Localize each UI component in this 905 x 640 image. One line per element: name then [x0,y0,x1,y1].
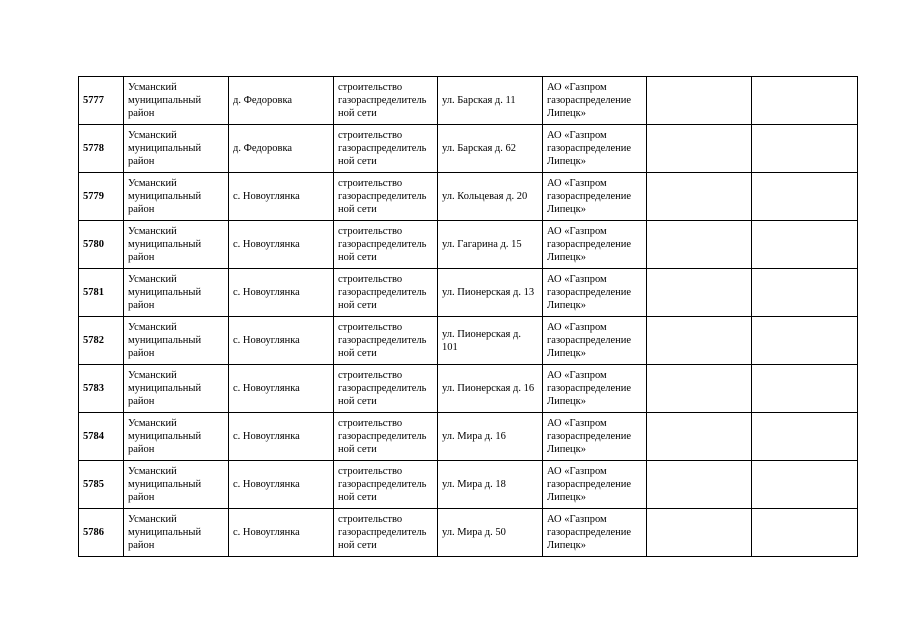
table-row [79,221,858,269]
cell-number: 5784 [79,413,124,461]
cell-settlement: д. Федоровка [229,125,334,173]
cell-number: 5782 [79,317,124,365]
table-row [79,317,858,365]
cell-work-type: строительство газораспределитель ной сети [334,413,438,461]
cell-organization: АО «Газпром газораспределение Липецк» [543,509,647,557]
cell-district: Усманский муниципальный район [124,173,229,221]
cell-empty [752,173,858,221]
cell-empty [752,125,858,173]
cell-district: Усманский муниципальный район [124,509,229,557]
cell-organization: АО «Газпром газораспределение Липецк» [543,365,647,413]
cell-work-type: строительство газораспределитель ной сети [334,221,438,269]
cell-empty [647,77,752,125]
cell-address: ул. Пионерская д. 16 [438,365,543,413]
cell-work-type: строительство газораспределитель ной сети [334,365,438,413]
cell-number: 5785 [79,461,124,509]
cell-empty [752,269,858,317]
cell-number: 5779 [79,173,124,221]
cell-organization: АО «Газпром газораспределение Липецк» [543,317,647,365]
cell-organization: АО «Газпром газораспределение Липецк» [543,269,647,317]
cell-settlement: с. Новоуглянка [229,173,334,221]
cell-number: 5783 [79,365,124,413]
cell-work-type: строительство газораспределитель ной сети [334,77,438,125]
cell-district: Усманский муниципальный район [124,413,229,461]
cell-organization: АО «Газпром газораспределение Липецк» [543,413,647,461]
cell-district: Усманский муниципальный район [124,269,229,317]
cell-work-type: строительство газораспределитель ной сети [334,317,438,365]
cell-empty [647,317,752,365]
cell-district: Усманский муниципальный район [124,365,229,413]
cell-district: Усманский муниципальный район [124,461,229,509]
cell-empty [752,413,858,461]
table-row [79,413,858,461]
cell-work-type: строительство газораспределитель ной сети [334,125,438,173]
cell-address: ул. Гагарина д. 15 [438,221,543,269]
cell-empty [647,509,752,557]
cell-district: Усманский муниципальный район [124,221,229,269]
cell-address: ул. Кольцевая д. 20 [438,173,543,221]
cell-address: ул. Пионерская д. 13 [438,269,543,317]
cell-organization: АО «Газпром газораспределение Липецк» [543,77,647,125]
cell-empty [752,365,858,413]
cell-settlement: с. Новоуглянка [229,365,334,413]
table-body [79,77,858,557]
cell-empty [647,269,752,317]
cell-empty [647,365,752,413]
table-row [79,461,858,509]
cell-address: ул. Мира д. 16 [438,413,543,461]
table-row [79,365,858,413]
cell-work-type: строительство газораспределитель ной сети [334,509,438,557]
cell-empty [752,221,858,269]
cell-settlement: с. Новоуглянка [229,221,334,269]
table-row [79,509,858,557]
cell-settlement: с. Новоуглянка [229,509,334,557]
cell-empty [752,317,858,365]
cell-number: 5780 [79,221,124,269]
cell-empty [752,461,858,509]
cell-address: ул. Пионерская д. 101 [438,317,543,365]
cell-settlement: с. Новоуглянка [229,413,334,461]
cell-empty [647,125,752,173]
table-row [79,77,858,125]
registry-table [78,76,858,557]
cell-empty [647,461,752,509]
cell-number: 5786 [79,509,124,557]
cell-address: ул. Барская д. 62 [438,125,543,173]
cell-district: Усманский муниципальный район [124,317,229,365]
cell-empty [752,77,858,125]
cell-empty [647,413,752,461]
cell-work-type: строительство газораспределитель ной сети [334,173,438,221]
cell-number: 5777 [79,77,124,125]
cell-work-type: строительство газораспределитель ной сети [334,269,438,317]
cell-organization: АО «Газпром газораспределение Липецк» [543,221,647,269]
cell-number: 5781 [79,269,124,317]
table-row [79,173,858,221]
cell-settlement: с. Новоуглянка [229,461,334,509]
cell-empty [752,509,858,557]
table-row [79,269,858,317]
cell-settlement: д. Федоровка [229,77,334,125]
cell-work-type: строительство газораспределитель ной сети [334,461,438,509]
table-row [79,125,858,173]
cell-address: ул. Мира д. 18 [438,461,543,509]
cell-organization: АО «Газпром газораспределение Липецк» [543,461,647,509]
cell-address: ул. Барская д. 11 [438,77,543,125]
cell-number: 5778 [79,125,124,173]
cell-organization: АО «Газпром газораспределение Липецк» [543,173,647,221]
cell-settlement: с. Новоуглянка [229,269,334,317]
cell-district: Усманский муниципальный район [124,125,229,173]
cell-organization: АО «Газпром газораспределение Липецк» [543,125,647,173]
cell-settlement: с. Новоуглянка [229,317,334,365]
cell-empty [647,221,752,269]
cell-address: ул. Мира д. 50 [438,509,543,557]
cell-empty [647,173,752,221]
cell-district: Усманский муниципальный район [124,77,229,125]
